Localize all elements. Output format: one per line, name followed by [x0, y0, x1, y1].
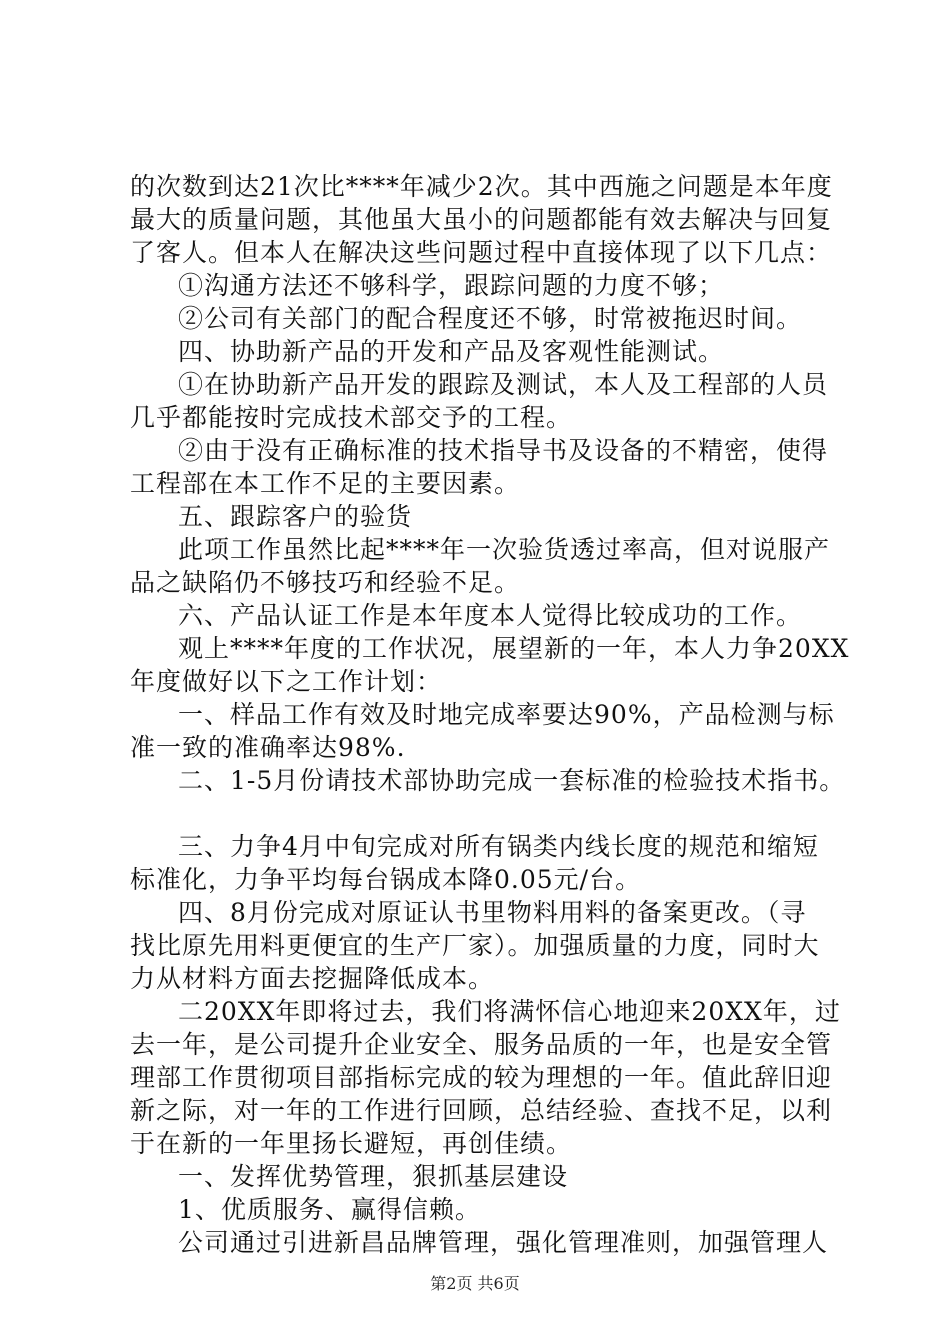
text-line: 观上****年度的工作状况，展望新的一年，本人力争20XX: [178, 634, 850, 663]
text-line: 公司通过引进新昌品牌管理，强化管理准则，加强管理人: [178, 1228, 829, 1257]
text-line: 新之际，对一年的工作进行回顾，总结经验、查找不足，以利: [130, 1096, 833, 1125]
text-line: 1、优质服务、赢得信赖。: [178, 1195, 481, 1224]
text-line: 了客人。但本人在解决这些问题过程中直接体现了以下几点：: [130, 238, 833, 267]
text-line: 一、样品工作有效及时地完成率要达90%，产品检测与标: [178, 700, 835, 729]
text-line: 最大的质量问题，其他虽大虽小的问题都能有效去解决与回复: [130, 205, 833, 234]
page-number: 第2页 共6页: [430, 1274, 520, 1293]
text-line: 六、产品认证工作是本年度本人觉得比较成功的工作。: [178, 601, 803, 630]
text-line: 工程部在本工作不足的主要因素。: [130, 469, 521, 498]
text-line: 三、力争4月中旬完成对所有锅类内线长度的规范和缩短: [178, 832, 819, 861]
text-line: 五、跟踪客户的验货: [178, 502, 413, 531]
text-line: 四、协助新产品的开发和产品及客观性能测试。: [178, 337, 725, 366]
text-line: 准一致的准确率达98%.: [130, 733, 406, 762]
text-line: 于在新的一年里扬长避短，再创佳绩。: [130, 1129, 573, 1158]
text-line: 二20XX年即将过去，我们将满怀信心地迎来20XX年，过: [178, 997, 841, 1026]
text-line: 标准化，力争平均每台锅成本降0.05元/台。: [130, 865, 642, 894]
text-line: ①在协助新产品开发的跟踪及测试，本人及工程部的人员: [178, 370, 829, 399]
text-line: 几乎都能按时完成技术部交予的工程。: [130, 403, 573, 432]
text-line: 的次数到达21次比****年减少2次。其中西施之问题是本年度: [130, 172, 833, 201]
text-line: 品之缺陷仍不够技巧和经验不足。: [130, 568, 521, 597]
text-line: 去一年，是公司提升企业安全、服务品质的一年，也是安全管: [130, 1030, 833, 1059]
text-line: 找比原先用料更便宜的生产厂家）。加强质量的力度，同时大: [130, 931, 820, 960]
text-line: 一、发挥优势管理，狠抓基层建设: [178, 1162, 569, 1191]
text-line: ①沟通方法还不够科学，跟踪问题的力度不够；: [178, 271, 725, 300]
text-line: 年度做好以下之工作计划：: [130, 667, 443, 696]
text-line: ②由于没有正确标准的技术指导书及设备的不精密，使得: [178, 436, 829, 465]
text-line: ②公司有关部门的配合程度还不够，时常被拖迟时间。: [178, 304, 803, 333]
text-line: 理部工作贯彻项目部指标完成的较为理想的一年。值此辞旧迎: [130, 1063, 833, 1092]
text-line: 二、1-5月份请技术部协助完成一套标准的检验技术指书。: [178, 766, 846, 795]
text-line: 四、8月份完成对原证认书里物料用料的备案更改。（寻: [178, 898, 807, 927]
text-line: 力从材料方面去挖掘降低成本。: [130, 964, 495, 993]
text-line: 此项工作虽然比起****年一次验货透过率高，但对说服产: [178, 535, 831, 564]
